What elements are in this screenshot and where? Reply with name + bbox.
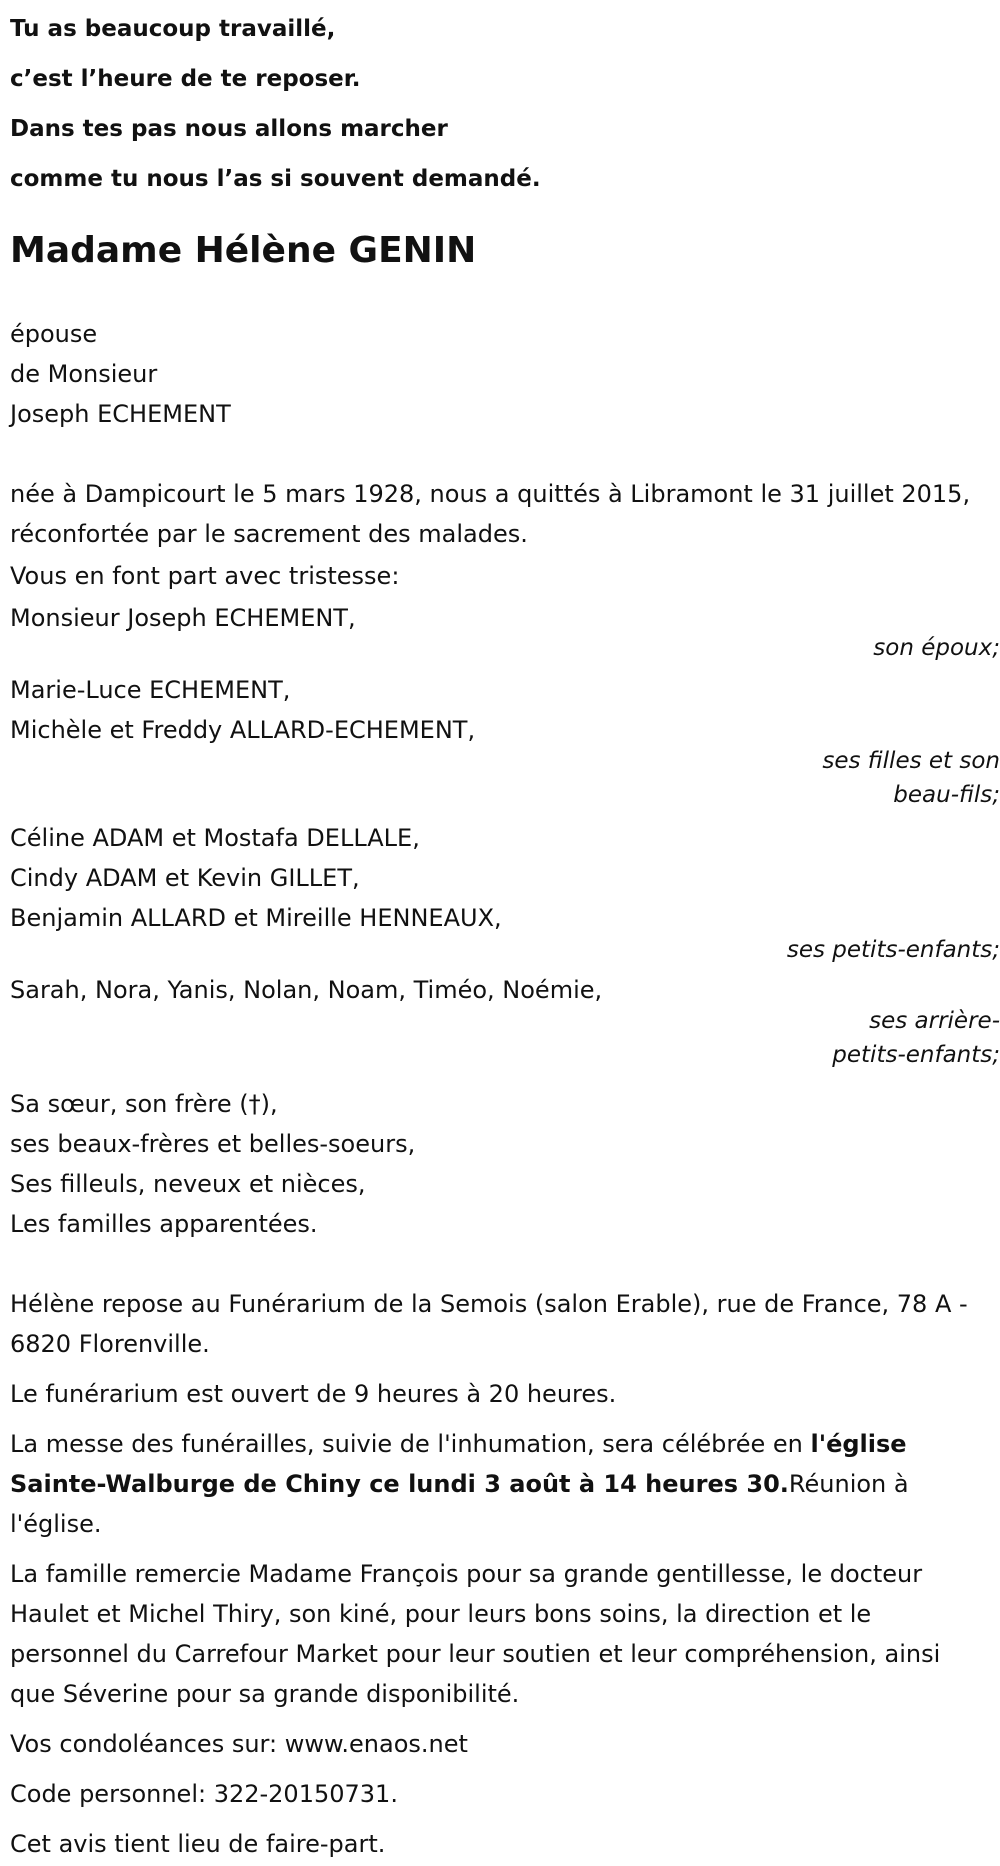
announce-intro: Vous en font part avec tristesse: (10, 562, 400, 590)
family-name: Marie-Luce ECHEMENT, (10, 676, 291, 704)
family-name: Céline ADAM et Mostafa DELLALE, (10, 824, 420, 852)
thanks-text: La famille remercie Madame François pour sa grande gentillesse, le docteur Haulet et Michel Thiry, son kiné, pour leurs bons soins, la direction et le personnel du Carrefour Market pour leur soutien et leur compréhension, ainsi que Séverine pour sa grande disponibilité. (10, 1560, 941, 1708)
deceased-name: Madame Hélène GENIN (10, 230, 477, 271)
family-name: Sarah, Nora, Yanis, Nolan, Noam, Timéo, Noémie, (10, 976, 603, 1004)
spouse-block (10, 314, 990, 434)
spouse-line: épouse (10, 320, 98, 348)
family-relation: ses filles et son beau-fils; (822, 748, 1000, 808)
closing-text: Cet avis tient lieu de faire-part. (10, 1830, 386, 1858)
poem-line: c’est l’heure de te reposer. (10, 66, 361, 92)
birth-death-text: née à Dampicourt le 5 mars 1928, nous a quittés à Libramont le 31 juillet 2015, réconfortée par le sacrement des malades. (10, 480, 971, 548)
mass-after: Réunion à l'église. (10, 1470, 909, 1538)
family-name: Monsieur Joseph ECHEMENT, (10, 604, 356, 632)
family-group-daughters (10, 670, 1000, 812)
family-group-spouse (10, 598, 1000, 668)
poem-line: Dans tes pas nous allons marcher (10, 116, 448, 142)
mass-location: l'église Sainte-Walburge de Chiny ce lundi 3 août à 14 heures 30. (10, 1430, 907, 1498)
spouse-line: Joseph ECHEMENT (10, 400, 231, 428)
family-relation: son époux; (873, 635, 1000, 661)
other-family-line: Les familles apparentées. (10, 1210, 318, 1238)
family-name: Cindy ADAM et Kevin GILLET, (10, 864, 360, 892)
family-relation: ses arrière-petits-enfants; (832, 1008, 1000, 1068)
family-relation: ses petits-enfants; (786, 937, 1000, 963)
family-name: Michèle et Freddy ALLARD-ECHEMENT, (10, 716, 476, 744)
code-text: Code personnel: 322-20150731. (10, 1780, 398, 1808)
other-family-line: Sa sœur, son frère (†), (10, 1090, 278, 1118)
hours-text: Le funérarium est ouvert de 9 heures à 20 heures. (10, 1380, 617, 1408)
family-group-great-grandchildren (10, 970, 1000, 1072)
mass-before: La messe des funérailles, suivie de l'inhumation, sera célébrée en (10, 1430, 811, 1458)
spouse-line: de Monsieur (10, 360, 158, 388)
funerarium-text: Hélène repose au Funérarium de la Semois (salon Erable), rue de France, 78 A - 6820 Florenville. (10, 1290, 968, 1358)
poem (10, 4, 990, 204)
family-name: Benjamin ALLARD et Mireille HENNEAUX, (10, 904, 502, 932)
family-group-grandchildren (10, 818, 1000, 970)
other-family (10, 1084, 990, 1244)
other-family-line: Ses filleuls, neveux et nièces, (10, 1170, 366, 1198)
poem-line: comme tu nous l’as si souvent demandé. (10, 166, 541, 192)
other-family-line: ses beaux-frères et belles-soeurs, (10, 1130, 416, 1158)
poem-line: Tu as beaucoup travaillé, (10, 16, 336, 42)
condolences-text: Vos condoléances sur: www.enaos.net (10, 1730, 468, 1758)
mass-text (10, 1424, 990, 1544)
